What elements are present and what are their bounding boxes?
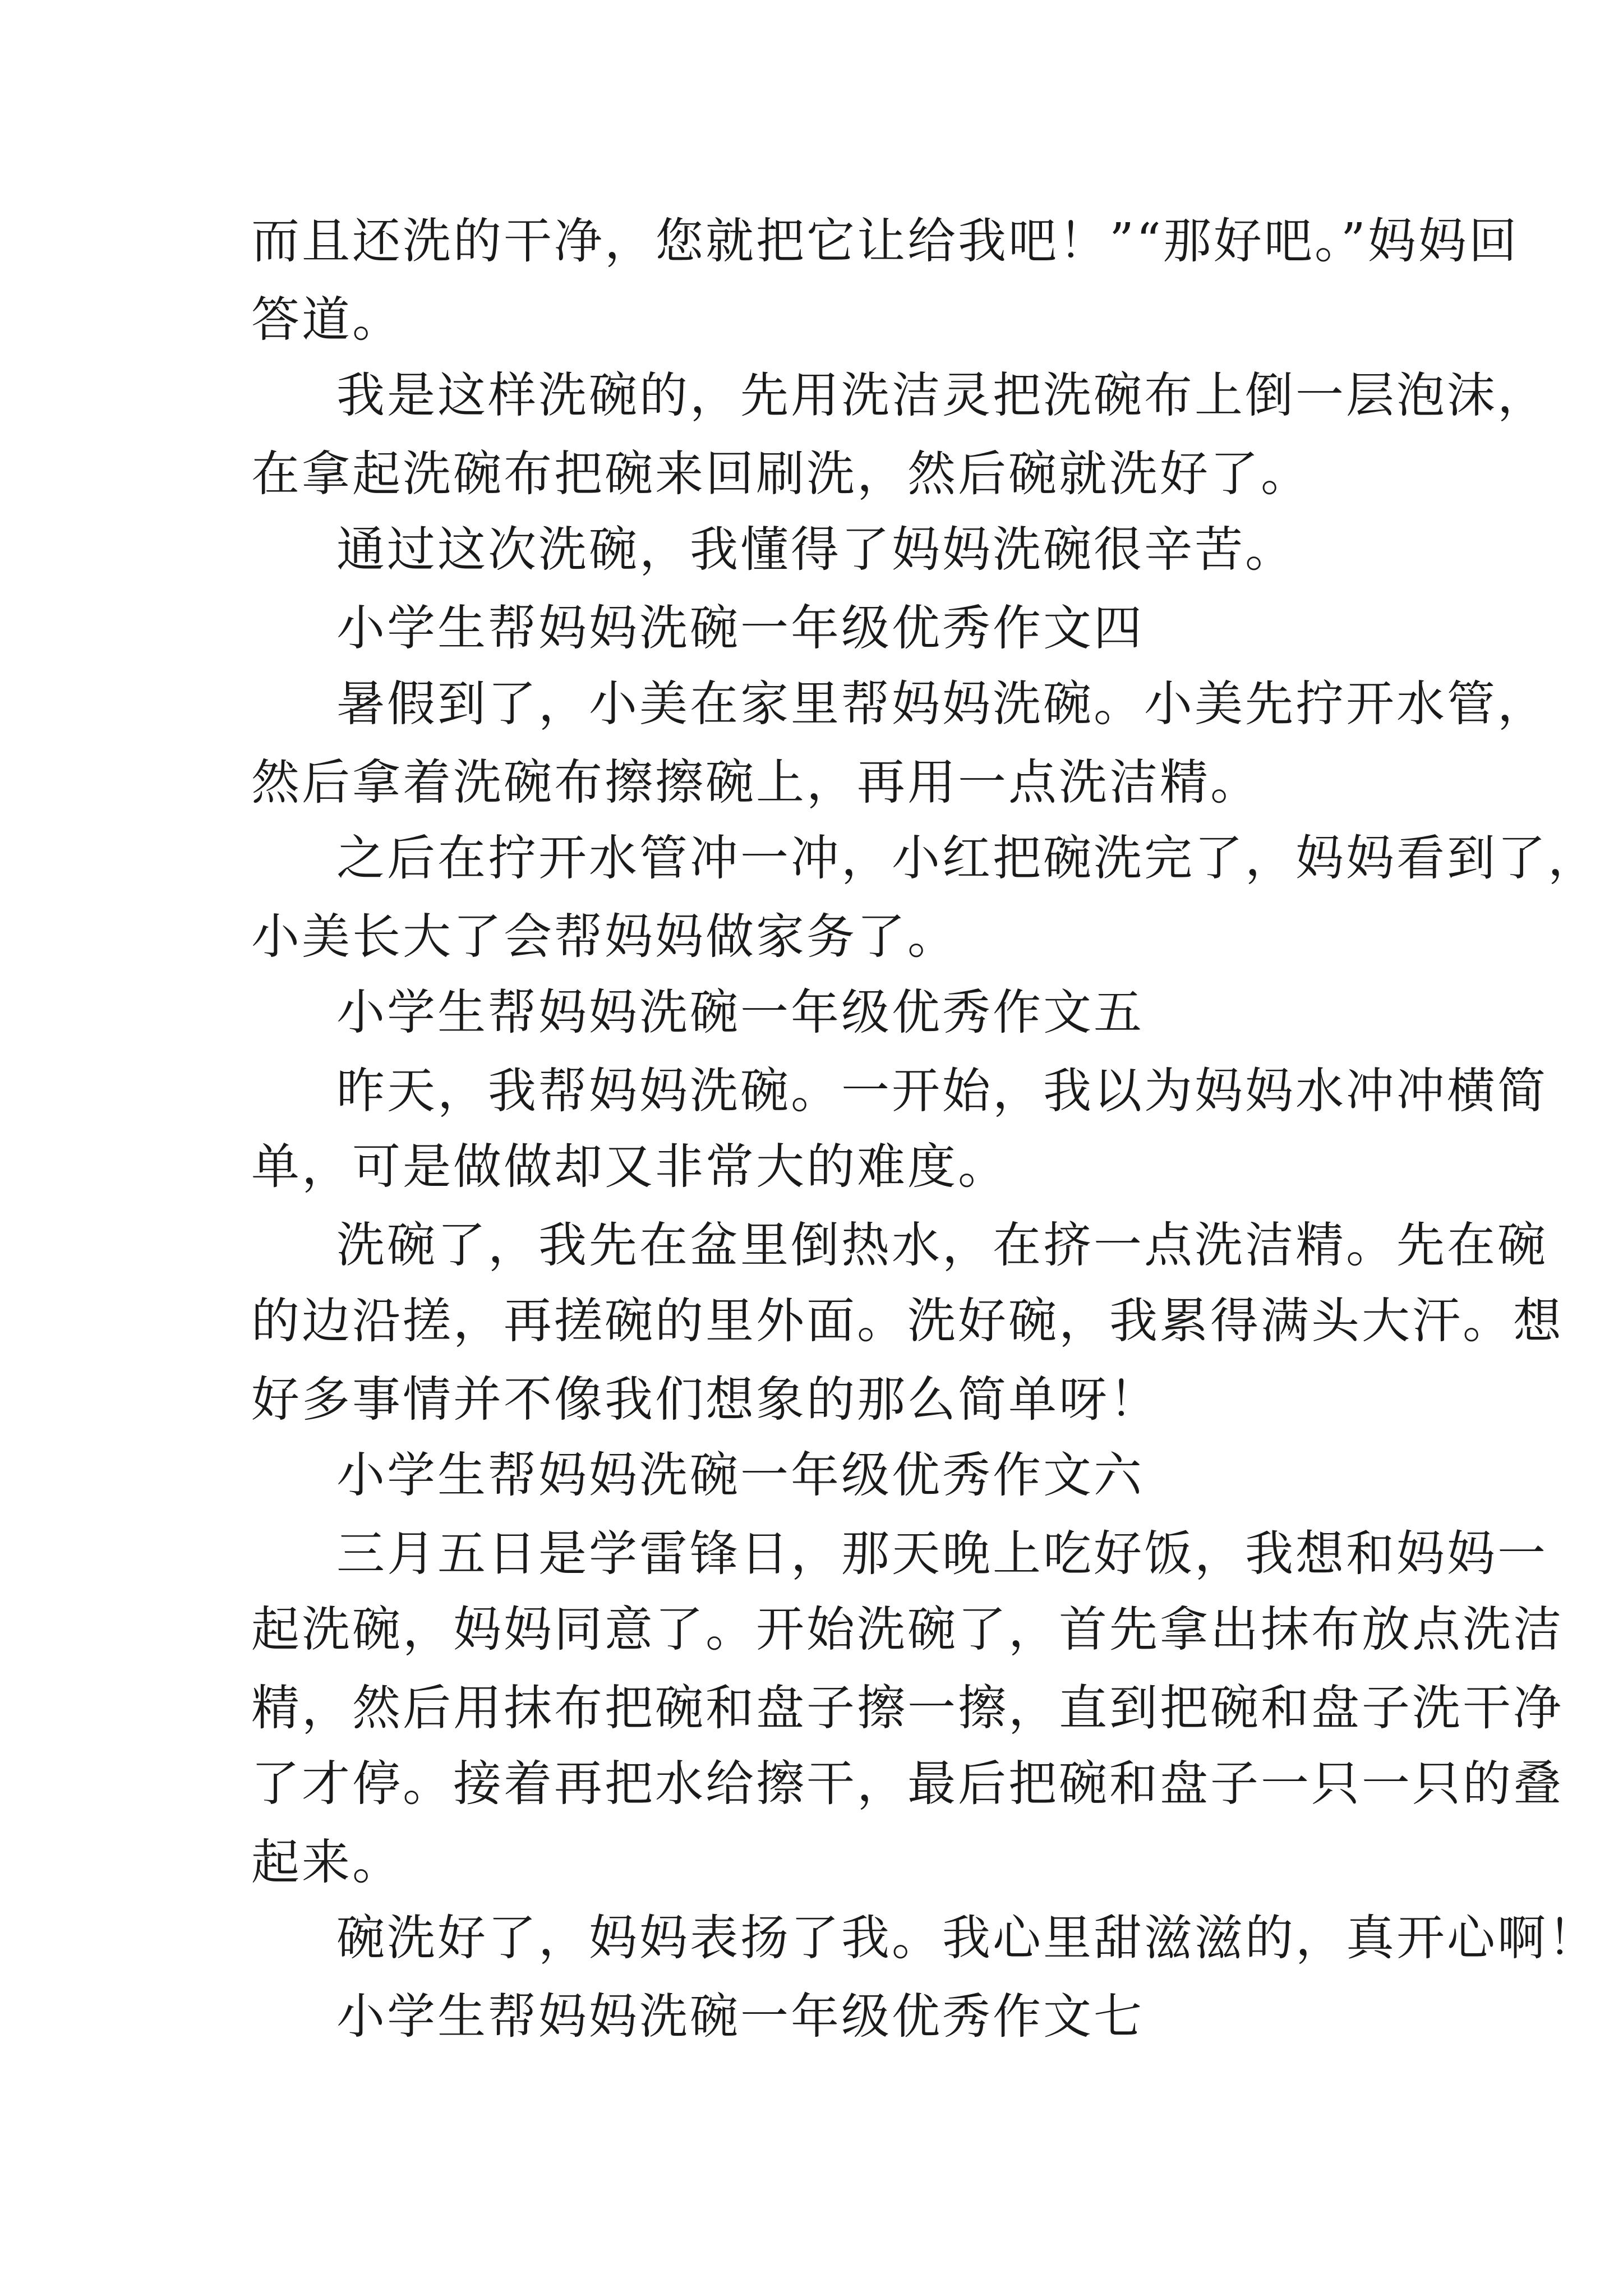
heading-essay-6: 小学生帮妈妈洗碗一年级优秀作文六 xyxy=(336,1447,1144,1503)
text-line-22: 起来。 xyxy=(251,1834,403,1890)
text-line-16: 好多事情并不像我们想象的那么简单呀！ xyxy=(251,1372,1160,1428)
text-line-18: 三月五日是学雷锋日，那天晚上吃好饭，我想和妈妈一 xyxy=(336,1526,1548,1582)
text-line-14: 洗碗了，我先在盆里倒热水，在挤一点洗洁精。先在碗 xyxy=(336,1217,1548,1273)
text-line-13: 单，可是做做却又非常大的难度。 xyxy=(251,1139,1008,1195)
text-line-2: 答道。 xyxy=(251,292,403,348)
text-line-9: 之后在拧开水管冲一冲，小红把碗洗完了，妈妈看到了， xyxy=(336,830,1598,886)
text-line-8: 然后拿着洗碗布擦擦碗上，再用一点洗洁精。 xyxy=(251,754,1261,811)
text-line-21: 了才停。接着再把水给擦干，最后把碗和盘子一只一只的叠 xyxy=(251,1756,1564,1812)
text-line-7: 暑假到了，小美在家里帮妈妈洗碗。小美先拧开水管， xyxy=(336,676,1548,732)
heading-essay-7: 小学生帮妈妈洗碗一年级优秀作文七 xyxy=(336,1989,1144,2045)
text-line-5: 通过这次洗碗，我懂得了妈妈洗碗很辛苦。 xyxy=(336,522,1295,578)
text-line-19: 起洗碗，妈妈同意了。开始洗碗了，首先拿出抹布放点洗洁 xyxy=(251,1602,1564,1658)
text-line-1: 而且还洗的干净，您就把它让给我吧！”“那好吧。”妈妈回 xyxy=(251,213,1519,269)
text-line-12: 昨天，我帮妈妈洗碗。一开始，我以为妈妈水冲冲横简 xyxy=(336,1063,1548,1119)
text-line-23: 碗洗好了，妈妈表扬了我。我心里甜滋滋的，真开心啊！ xyxy=(336,1910,1598,1966)
text-line-3: 我是这样洗碗的，先用洗洁灵把洗碗布上倒一层泡沫， xyxy=(336,367,1548,424)
text-line-4: 在拿起洗碗布把碗来回刷洗，然后碗就洗好了。 xyxy=(251,446,1311,502)
text-line-10: 小美长大了会帮妈妈做家务了。 xyxy=(251,909,958,965)
text-line-20: 精，然后用抹布把碗和盘子擦一擦，直到把碗和盘子洗干净 xyxy=(251,1680,1564,1736)
heading-essay-4: 小学生帮妈妈洗碗一年级优秀作文四 xyxy=(336,600,1144,656)
text-line-15: 的边沿搓，再搓碗的里外面。洗好碗，我累得满头大汗。想 xyxy=(251,1293,1564,1349)
heading-essay-5: 小学生帮妈妈洗碗一年级优秀作文五 xyxy=(336,984,1144,1041)
